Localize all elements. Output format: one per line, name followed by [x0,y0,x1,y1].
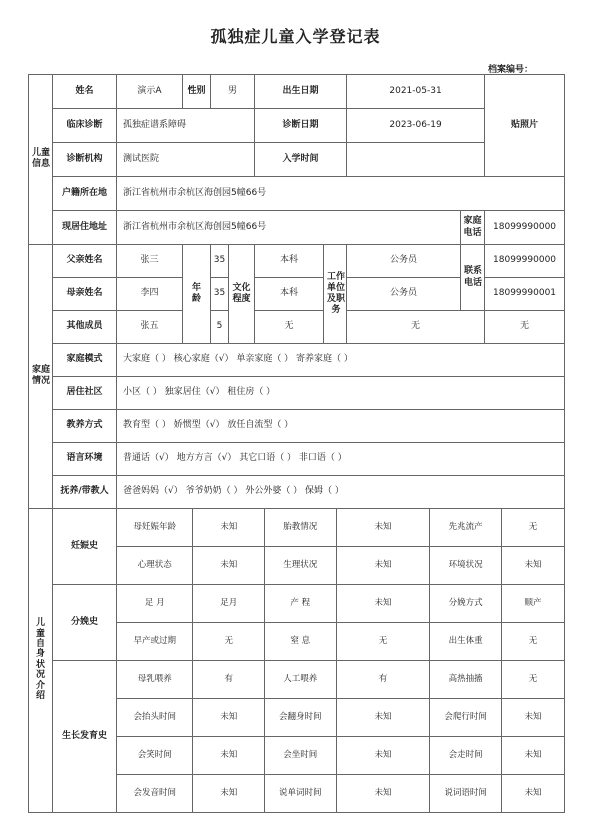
diag-date-label: 诊断日期 [255,109,347,143]
delivery-item-label: 出生体重 [430,623,502,661]
growth-item-value[interactable]: 有 [193,661,265,699]
table-row [117,623,564,661]
delivery-table [117,585,564,660]
growth-item-label: 会抬头时间 [117,699,193,737]
delivery-item-value[interactable]: 无 [336,623,430,661]
contact-label: 联系电话 [461,245,485,311]
caregiver-value[interactable]: 爸爸妈妈（√） 爷爷奶奶（ ） 外公外婆（ ） 保姆（ ） [117,476,565,509]
growth-item-label: 会爬行时间 [430,699,502,737]
table-row [117,547,564,585]
address-value[interactable]: 浙江省杭州市余杭区海创园5幢66号 [117,211,461,245]
pregnancy-item-value[interactable]: 未知 [336,547,430,585]
growth-label: 生长发育史 [53,661,117,813]
delivery-item-label: 窒 息 [265,623,337,661]
growth-item-value[interactable]: 未知 [501,737,564,775]
growth-item-label: 高热抽搐 [430,661,502,699]
growth-item-label: 母乳喂养 [137,674,172,685]
delivery-label: 分娩史 [53,585,117,661]
pregnancy-item-value[interactable]: 未知 [336,509,430,547]
delivery-item-value[interactable]: 无 [501,623,564,661]
archive-number-label: 档案编号： [487,65,533,75]
growth-item-label: 说单词时间 [265,775,337,813]
age-label: 年龄 [183,245,211,344]
community-label: 居住社区 [53,377,117,410]
family-mode-value[interactable]: 大家庭（ ） 核心家庭（√） 单亲家庭（ ） 寄养家庭（ ） [117,344,565,377]
pregnancy-item-value[interactable]: 未知 [193,509,265,547]
growth-item-value[interactable]: 无 [501,661,564,699]
pregnancy-item-label: 先兆流产 [430,509,502,547]
mother-label: 母亲姓名 [53,278,117,311]
diag-date-value[interactable]: 2023-06-19 [347,109,485,143]
pregnancy-item-value[interactable]: 无 [501,509,564,547]
father-name[interactable]: 张三 [117,245,183,278]
father-age[interactable]: 35 [211,245,229,278]
delivery-item-value[interactable]: 顺产 [501,585,564,623]
parenting-label: 教养方式 [53,410,117,443]
table-row [117,585,564,623]
delivery-item-label: 产 程 [265,585,337,623]
pregnancy-item-label: 胎教情况 [265,509,337,547]
pregnancy-item-value[interactable]: 未知 [193,547,265,585]
father-phone[interactable]: 18099990000 [485,245,565,278]
language-label: 语言环境 [53,443,117,476]
other-member-work[interactable]: 无 [347,311,485,344]
table-row [117,661,564,699]
delivery-item-label: 分娩方式 [430,585,502,623]
other-member-phone[interactable]: 无 [485,311,565,344]
edu-label: 文化程度 [229,245,255,344]
family-mode-label: 家庭模式 [53,344,117,377]
section-family: 家庭情况 [29,245,53,509]
table-row [117,775,564,813]
growth-item-label: 会发音时间 [117,775,193,813]
address-label: 现居住地址 [53,211,117,245]
growth-item-value[interactable]: 未知 [336,699,430,737]
growth-grid [117,661,565,813]
father-work[interactable]: 公务员 [347,245,461,278]
institution-value[interactable]: 测试医院 [117,143,255,177]
mother-age[interactable]: 35 [211,278,229,311]
growth-table [117,661,564,812]
birth-label: 出生日期 [255,75,347,109]
language-value[interactable]: 普通话（√） 地方方言（√） 其它口语（ ） 非口语（ ） [117,443,565,476]
table-row [117,737,564,775]
photo-area[interactable]: 贴照片 [485,75,565,177]
growth-item-label: 会走时间 [430,737,502,775]
mother-edu[interactable]: 本科 [255,278,324,311]
work-label: 工作单位及职务 [324,245,347,344]
gender-value[interactable]: 男 [211,75,255,109]
growth-item-value[interactable]: 未知 [501,699,564,737]
diagnosis-label: 临床诊断 [53,109,117,143]
hukou-label: 户籍所在地 [53,177,117,211]
growth-item-label: 说词语时间 [430,775,502,813]
growth-item-value[interactable]: 未知 [193,699,265,737]
other-member-age[interactable]: 5 [211,311,229,344]
name-value[interactable]: 演示A [117,75,183,109]
enroll-label: 入学时间 [255,143,347,177]
pregnancy-item-label: 母妊娠年龄 [133,522,176,533]
growth-item-value[interactable]: 未知 [336,775,430,813]
delivery-item-label: 早产或过期 [117,623,193,661]
caregiver-label: 抚养/带教人 [53,476,117,509]
registration-table [28,74,565,813]
delivery-item-label: 足 月 [144,598,165,609]
growth-item-label: 人工喂养 [265,661,337,699]
institution-label: 诊断机构 [53,143,117,177]
diagnosis-value[interactable]: 孤独症谱系障碍 [117,109,255,143]
table-row [117,509,564,547]
phone-label: 家庭电话 [461,211,485,245]
delivery-grid [117,585,565,661]
mother-name[interactable]: 李四 [117,278,183,311]
pregnancy-item-label: 生理状况 [265,547,337,585]
pregnancy-grid [117,509,565,585]
delivery-item-value[interactable]: 足月 [193,585,265,623]
phone-value[interactable]: 18099990000 [485,211,565,245]
father-label: 父亲姓名 [53,245,117,278]
birth-value[interactable]: 2021-05-31 [347,75,485,109]
name-label: 姓名 [53,75,117,109]
growth-item-label: 会坐时间 [265,737,337,775]
section-child-info: 儿童信息 [29,75,53,245]
page-title: 孤独症儿童入学登记表 [210,27,381,46]
other-member-label: 其他成员 [53,311,117,344]
mother-work[interactable]: 公务员 [347,278,461,311]
delivery-item-value[interactable]: 未知 [336,585,430,623]
gender-label: 性别 [183,75,211,109]
pregnancy-item-value[interactable]: 未知 [501,547,564,585]
growth-item-value[interactable]: 未知 [501,775,564,813]
parenting-value[interactable]: 教育型（ ） 娇惯型（√） 放任自流型（ ） [117,410,565,443]
table-row [117,699,564,737]
delivery-item-value[interactable]: 无 [193,623,265,661]
father-edu[interactable]: 本科 [255,245,324,278]
section-self-condition: 儿童自身状况介绍 [29,509,53,813]
mother-phone[interactable]: 18099990001 [485,278,565,311]
growth-item-value[interactable]: 未知 [193,775,265,813]
growth-item-value[interactable]: 有 [336,661,430,699]
growth-item-value[interactable]: 未知 [336,737,430,775]
pregnancy-item-label: 环境状况 [430,547,502,585]
pregnancy-item-label: 心理状态 [117,547,193,585]
pregnancy-table [117,509,564,584]
growth-item-label: 会笑时间 [117,737,193,775]
other-member-name[interactable]: 张五 [117,311,183,344]
hukou-value[interactable]: 浙江省杭州市余杭区海创园5幢66号 [117,177,565,211]
other-member-edu[interactable]: 无 [255,311,324,344]
growth-item-label: 会翻身时间 [265,699,337,737]
growth-item-value[interactable]: 未知 [193,737,265,775]
community-value[interactable]: 小区（ ） 独家居住（√） 租住房（ ） [117,377,565,410]
enroll-value[interactable] [347,143,485,177]
pregnancy-label: 妊娠史 [53,509,117,585]
